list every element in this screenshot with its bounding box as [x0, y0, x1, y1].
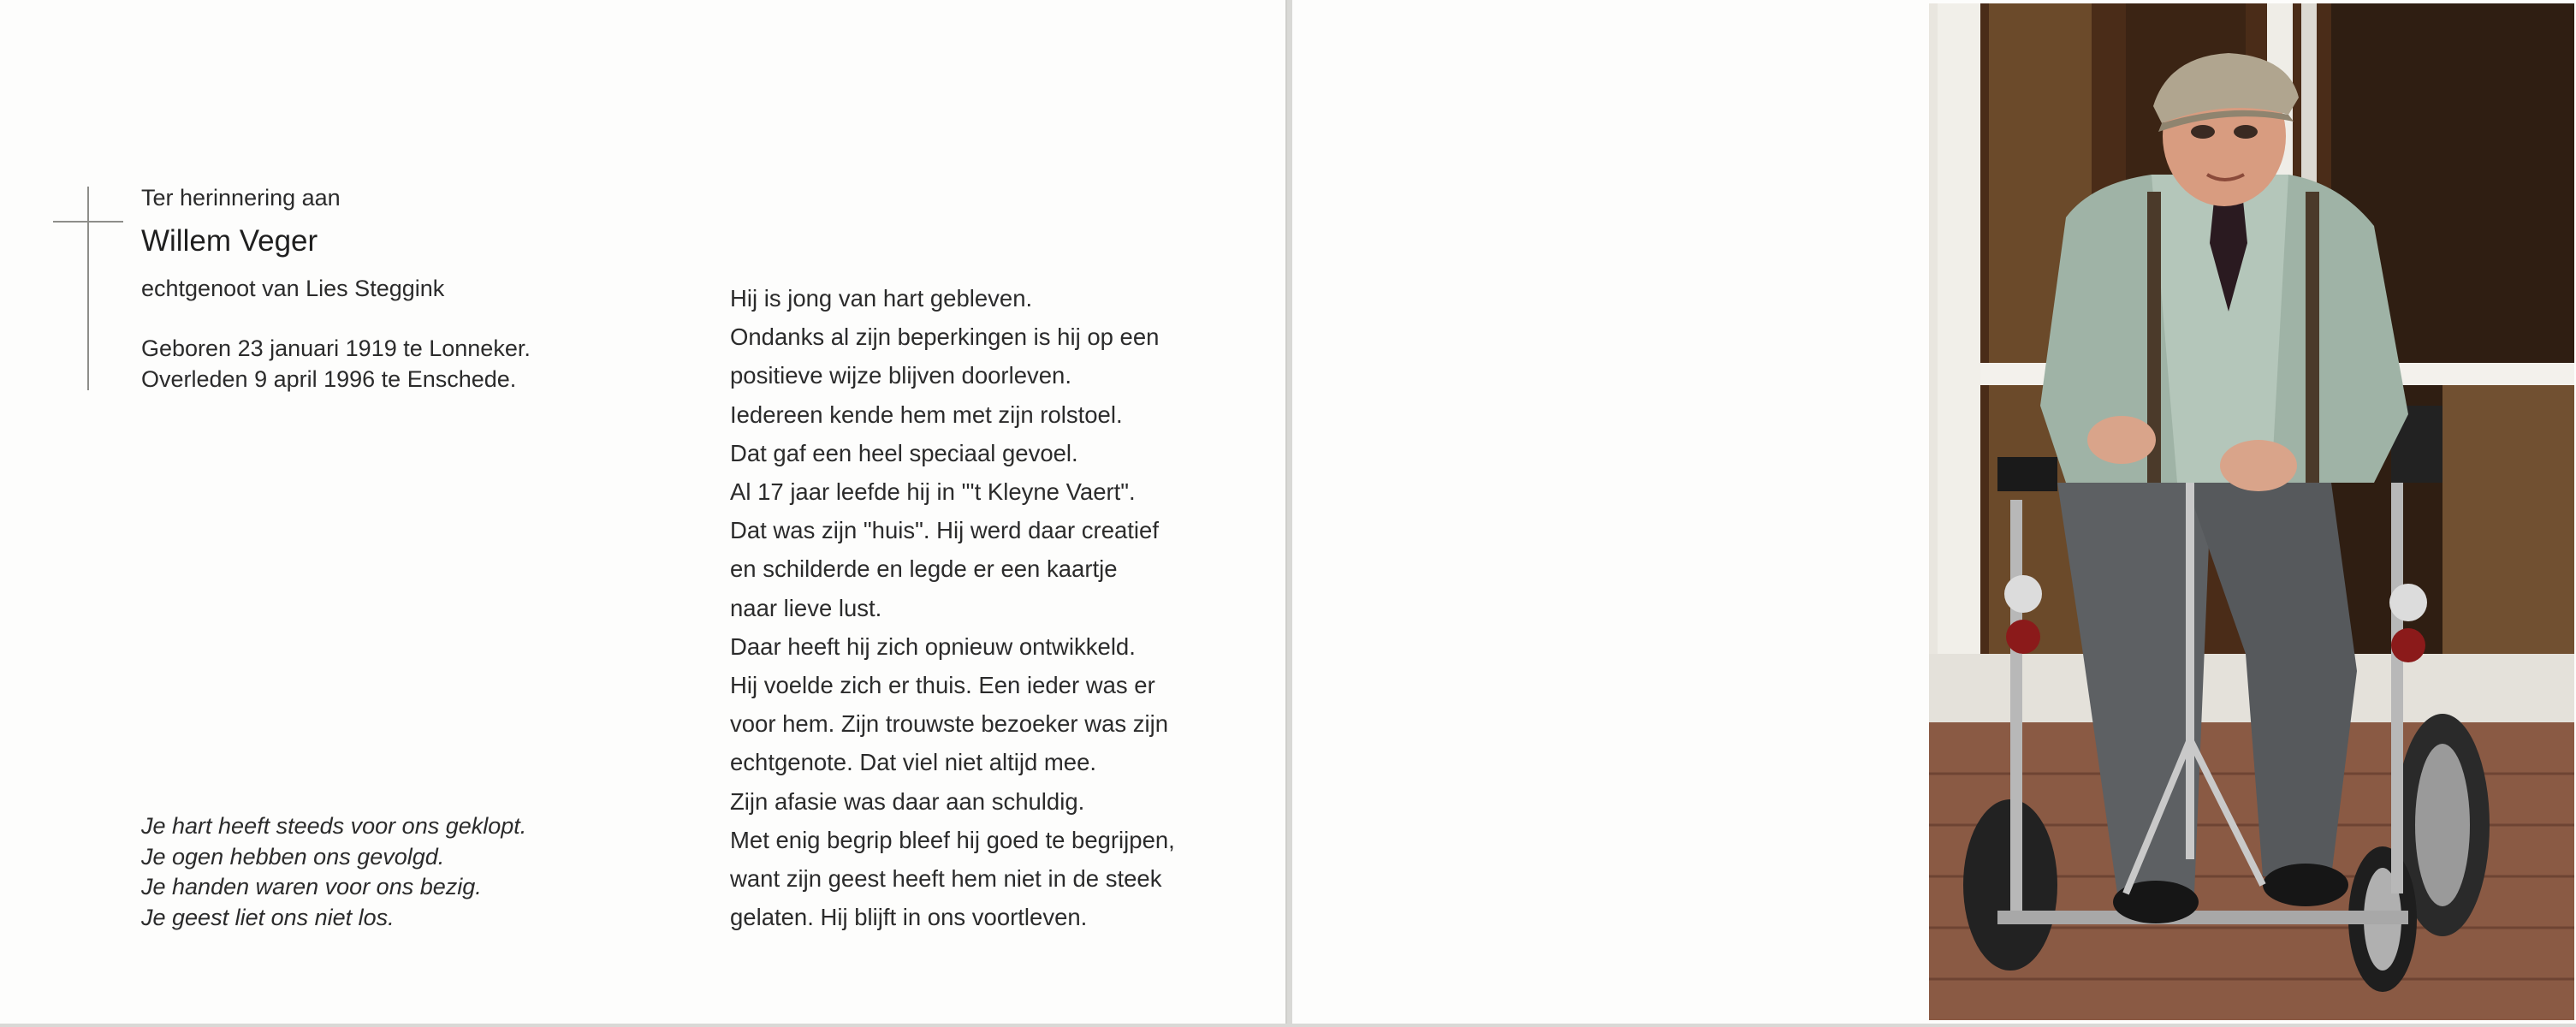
poem-line: Je hart heeft steeds voor ons geklopt. — [141, 813, 527, 839]
story-line: Iedereen kende hem met zijn rolstoel. — [730, 401, 1123, 428]
life-story — [730, 279, 1175, 936]
story-line: positieve wijze blijven doorleven. — [730, 362, 1071, 389]
story-line: want zijn geest heeft hem niet in de steek — [730, 865, 1162, 893]
story-line: Met enig begrip bleef hij goed te begrijpen, — [730, 826, 1175, 853]
poem-line: Je ogen hebben ons gevolgd. — [141, 843, 445, 870]
poem-line: Je geest liet ons niet los. — [141, 904, 395, 930]
photo-illustration — [1929, 3, 2574, 1020]
story-line: Al 17 jaar leefde hij in "'t Kleyne Vaert". — [730, 478, 1136, 506]
birth-line: Geboren 23 januari 1919 te Lonneker. — [141, 335, 531, 361]
story-line: Hij voelde zich er thuis. Een ieder was er — [730, 672, 1155, 699]
story-line: gelaten. Hij blijft in ons voortleven. — [730, 904, 1088, 931]
story-line: en schilderde en legde er een kaartje — [730, 555, 1118, 583]
story-line: Hij is jong van hart gebleven. — [730, 285, 1033, 312]
story-line: Dat gaf een heel speciaal gevoel. — [730, 439, 1078, 466]
deceased-name: Willem Veger — [141, 224, 318, 258]
story-line: Ondanks al zijn beperkingen is hij op een — [730, 324, 1160, 351]
man-in-wheelchair-photo — [1929, 3, 2574, 1020]
story-line: Dat was zijn "huis". Hij werd daar creatief — [730, 517, 1159, 544]
cross-icon — [87, 187, 89, 390]
intro-text: Ter herinnering aan — [141, 185, 341, 211]
story-line: naar lieve lust. — [730, 594, 882, 621]
card-left-page — [0, 0, 1287, 1024]
death-line: Overleden 9 april 1996 te Enschede. — [141, 366, 517, 392]
story-line: Zijn afasie was daar aan schuldig. — [730, 787, 1085, 815]
cross-icon-bar — [53, 221, 123, 223]
spouse-line: echtgenoot van Lies Steggink — [141, 276, 445, 301]
poem — [141, 811, 526, 933]
poem-line: Je handen waren voor ons bezig. — [141, 874, 482, 899]
story-line: Daar heeft hij zich opnieuw ontwikkeld. — [730, 632, 1136, 660]
story-line: echtgenote. Dat viel niet altijd mee. — [730, 749, 1097, 776]
story-line: voor hem. Zijn trouwste bezoeker was zijn — [730, 710, 1169, 738]
